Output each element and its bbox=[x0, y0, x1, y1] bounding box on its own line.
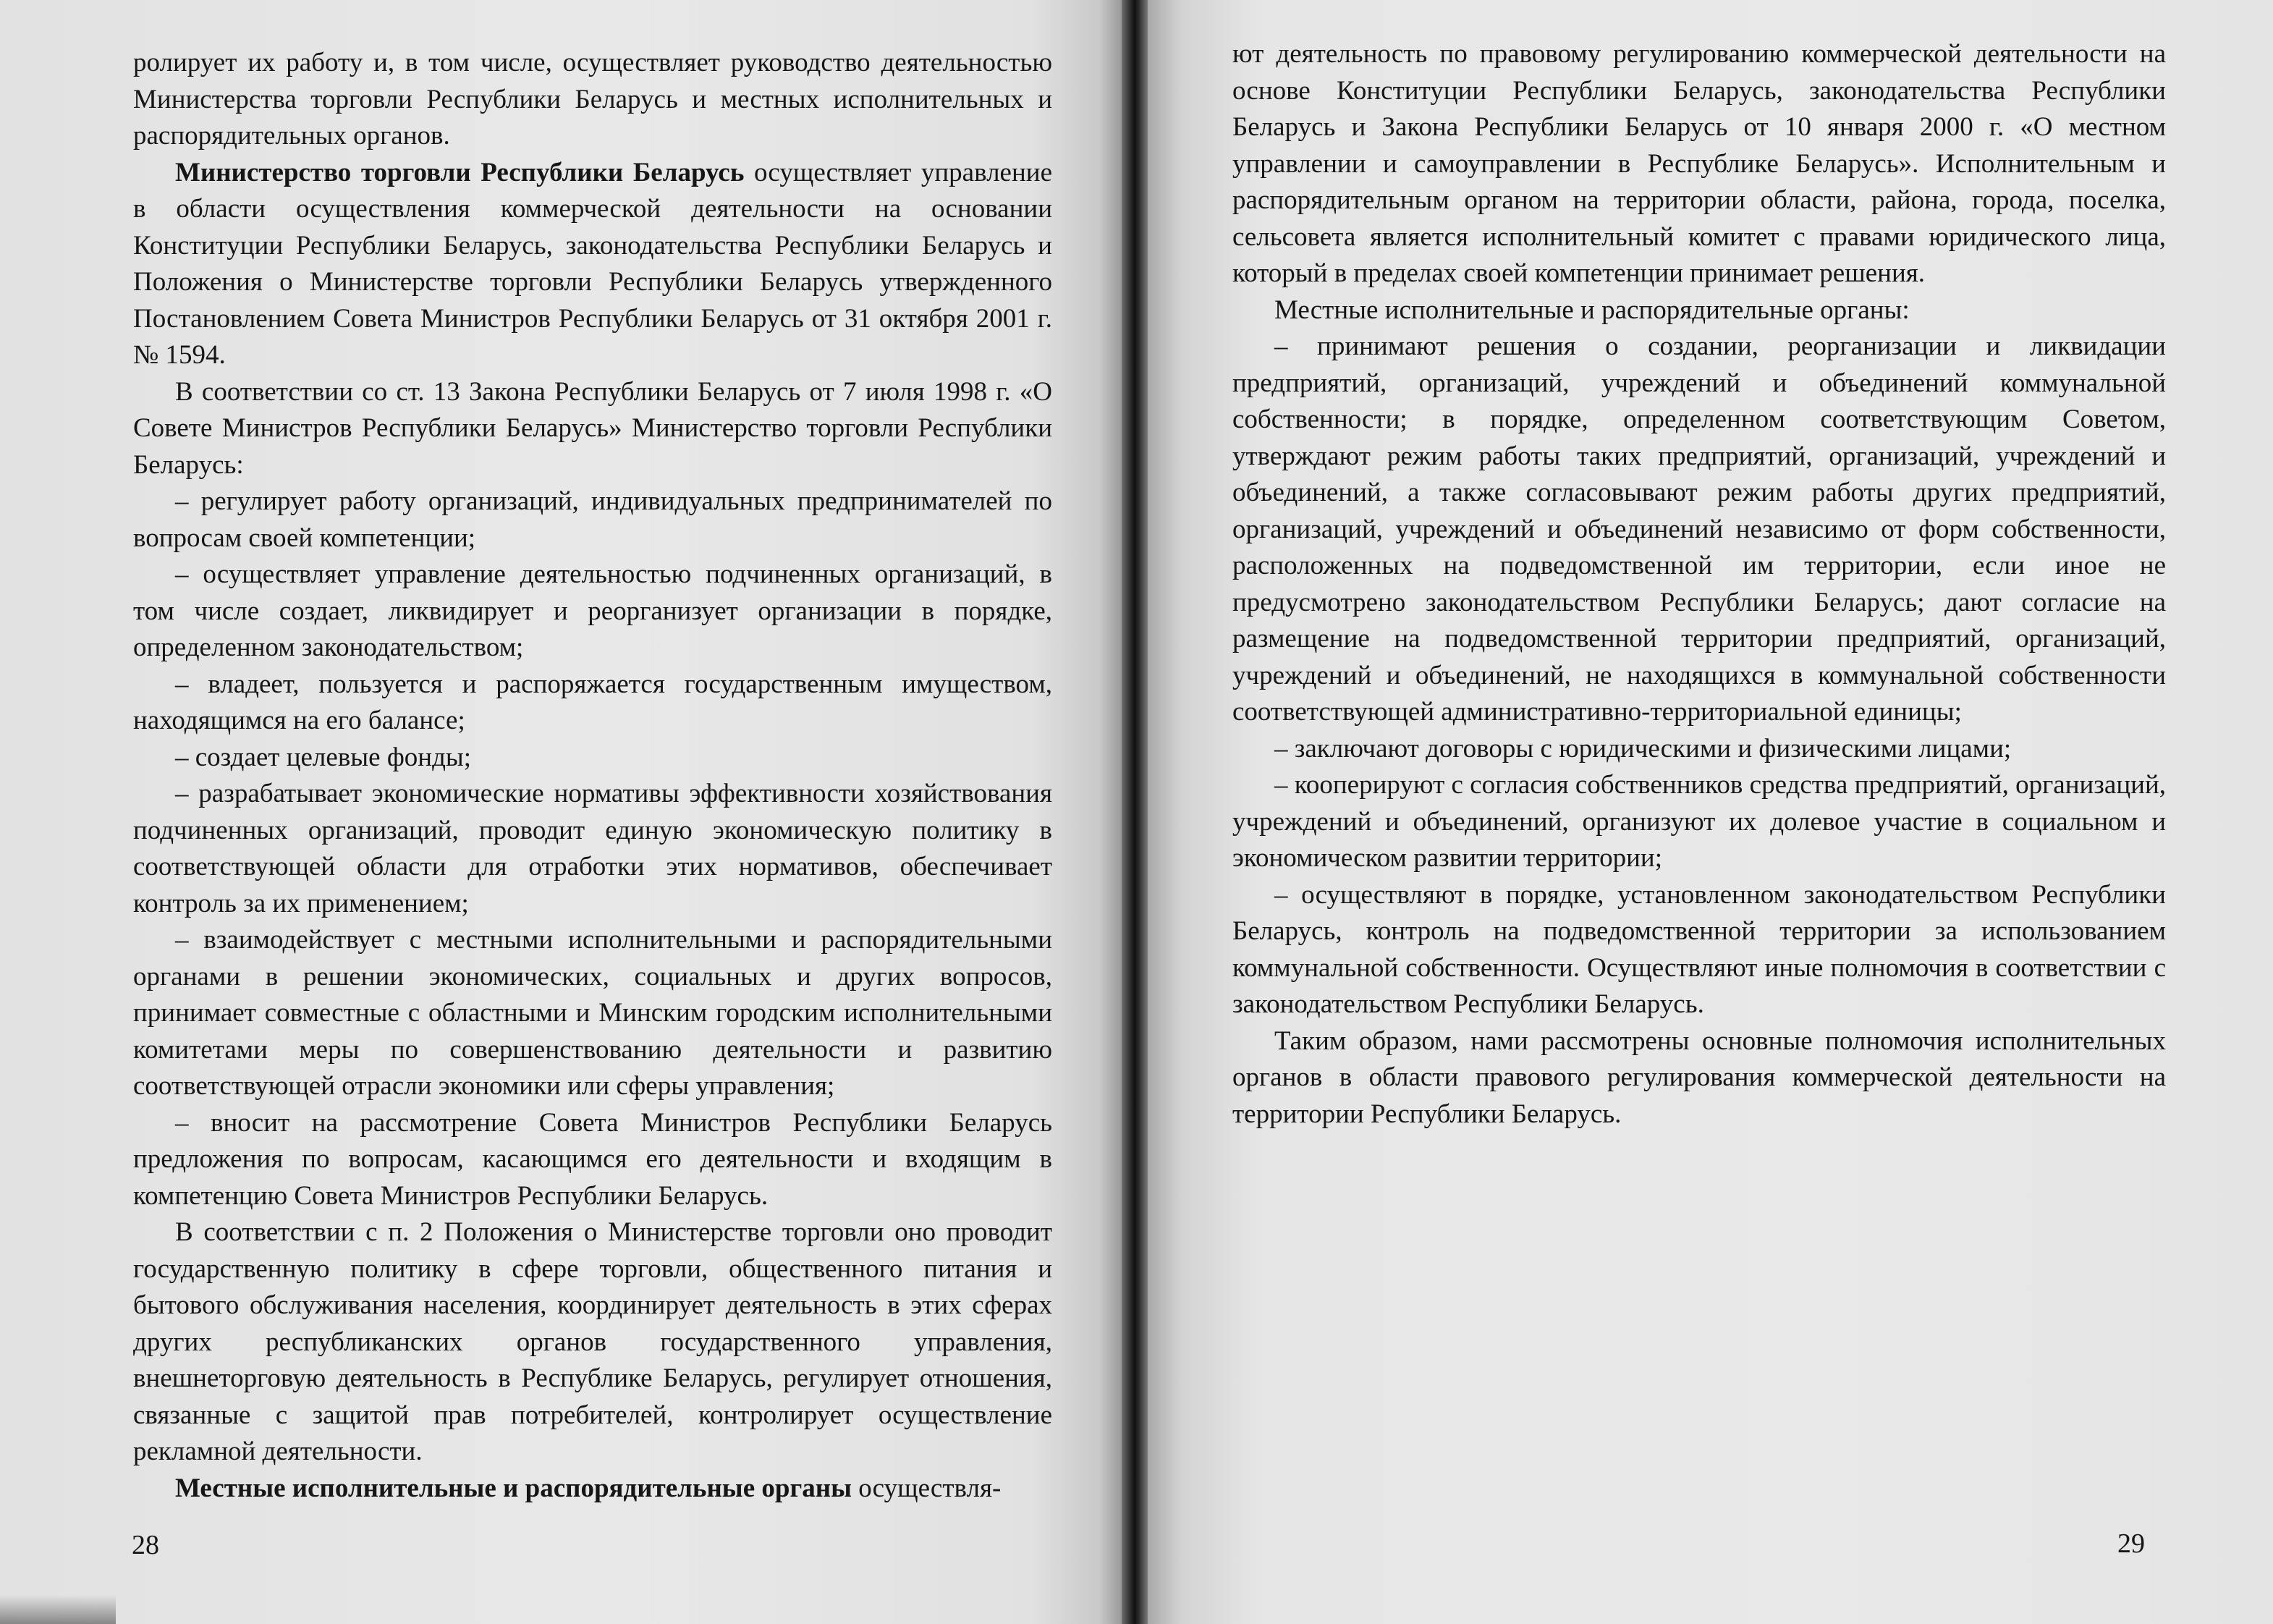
paragraph: ролирует их работу и, в том числе, осуществляет руководство деятельностью Министерства торговли Республики Беларусь и местных исполнительных и распорядительных органов. bbox=[133, 48, 1052, 151]
list-item: – взаимодействует с местными исполнительными и распорядительными органами в решении экономических, социальных и других вопросов, принимает совместные с областными и Минским городским исполнительными комитетами меры по совершенствованию деятельности и развитию соответствующей отрасли экономики или сферы управления; bbox=[133, 925, 1052, 1101]
list-item: – осуществляют в порядке, установленном законодательством Республики Беларусь, контроль на подведомственной территории за использованием коммунальной собственности. Осуществляют иные полномочия в соответствии с законодательством Республики Беларусь. bbox=[1232, 879, 2166, 1019]
list-item: – владеет, пользуется и распоряжается государственным имуществом, находящимся на его балансе; bbox=[133, 669, 1052, 735]
bold-term: Местные исполнительные и распорядительные органы bbox=[175, 1473, 852, 1503]
list-item: – принимают решения о создании, реорганизации и ликвидации предприятий, организаций, учреждений и объединений коммунальной собственности; в порядке, определенном соответствующим Советом, утверждают режим работы таких предприятий, организаций, учреждений и объединений, а также согласовывают режим работы других предприятий, организаций, учреждений и объединений независимо от форм собственности, расположенных на подведомственной им территории, если иное не предусмотрено законодательством Республики Беларусь; дают согласие на размещение на подведомственной территории предприятий, организаций, учреждений и объединений, не находящихся в коммунальной собственности соответствующей административно-территориальной единицы; bbox=[1232, 331, 2166, 727]
paragraph: В соответствии с п. 2 Положения о Министерстве торговли оно проводит государственную политику в сфере торговли, общественного питания и бытового обслуживания населения, координирует деятельность в этих сферах других республиканских органов государственного управления, внешнеторговую деятельность в Республике Беларусь, регулирует отношения, связанные с защитой прав потребителей, контролирует осуществление рекламной деятельности. bbox=[133, 1217, 1052, 1466]
paragraph: Местные исполнительные и распорядительные органы: bbox=[1274, 295, 1910, 325]
book-spine bbox=[1122, 0, 1148, 1624]
paragraph bbox=[133, 1471, 1052, 1507]
list-item: – создает целевые фонды; bbox=[175, 742, 472, 772]
right-page bbox=[1148, 0, 2273, 1624]
corner-shadow bbox=[0, 1595, 116, 1624]
list-item: – кооперируют с согласия собственников средства предприятий, организаций, учреждений и объединений, организуют их долевое участие в социальном и экономическом развитии территории; bbox=[1232, 770, 2166, 873]
left-page bbox=[0, 0, 1122, 1624]
paragraph: В соответствии со ст. 13 Закона Республики Беларусь от 7 июля 1998 г. «О Совете Министров Республики Беларусь» Министерство торговли Республики Беларусь: bbox=[133, 376, 1052, 480]
right-page-text bbox=[1232, 36, 2166, 1133]
list-item: – регулирует работу организаций, индивидуальных предпринимателей по вопросам своей компетенции; bbox=[133, 486, 1052, 553]
paragraph: Таким образом, нами рассмотрены основные полномочия исполнительных органов в области правового регулирования коммерческой деятельности на территории Республики Беларусь. bbox=[1232, 1025, 2166, 1129]
list-item: – заключают договоры с юридическими и физическими лицами; bbox=[1274, 733, 2012, 764]
paragraph-text: осуществля- bbox=[851, 1473, 1002, 1503]
page-number: 29 bbox=[2117, 1528, 2145, 1559]
bold-term: Министерство торговли Республики Беларусь bbox=[175, 157, 745, 187]
left-page-text bbox=[133, 45, 1052, 1507]
paragraph bbox=[133, 155, 1052, 374]
list-item: – осуществляет управление деятельностью подчиненных организаций, в том числе создает, ликвидирует и реорганизует организации в порядке, определенном законодательством; bbox=[133, 559, 1052, 662]
paragraph-text: осуществляет управление в области осуществления коммерческой деятельности на основании Конституции Республики Беларусь, законодательства Республики Беларусь и Положения о Министерстве торговли Республики Беларусь утвержденного Постановлением Совета Министров Республики Беларусь от 31 октября 2001 г. № 1594. bbox=[133, 157, 1052, 370]
page-number: 28 bbox=[132, 1530, 159, 1560]
list-item: – разрабатывает экономические нормативы эффективности хозяйствования подчиненных организаций, проводит единую экономическую политику в соответствующей области для отработки этих нормативов, обеспечивает контроль за их применением; bbox=[133, 779, 1052, 918]
list-item: – вносит на рассмотрение Совета Министров Республики Беларусь предложения по вопросам, касающимся его деятельности и входящим в компетенцию Совета Министров Республики Беларусь. bbox=[133, 1107, 1052, 1211]
paragraph: ют деятельность по правовому регулированию коммерческой деятельности на основе Конституции Республики Беларусь, законодательства Республики Беларусь и Закона Республики Беларусь от 10 января 2000 г. «О местном управлении и самоуправлении в Республике Беларусь». Исполнительным и распорядительным органом на территории области, района, города, поселка, сельсовета является исполнительный комитет с правами юридического лица, который в пределах своей компетенции принимает решения. bbox=[1232, 39, 2166, 288]
